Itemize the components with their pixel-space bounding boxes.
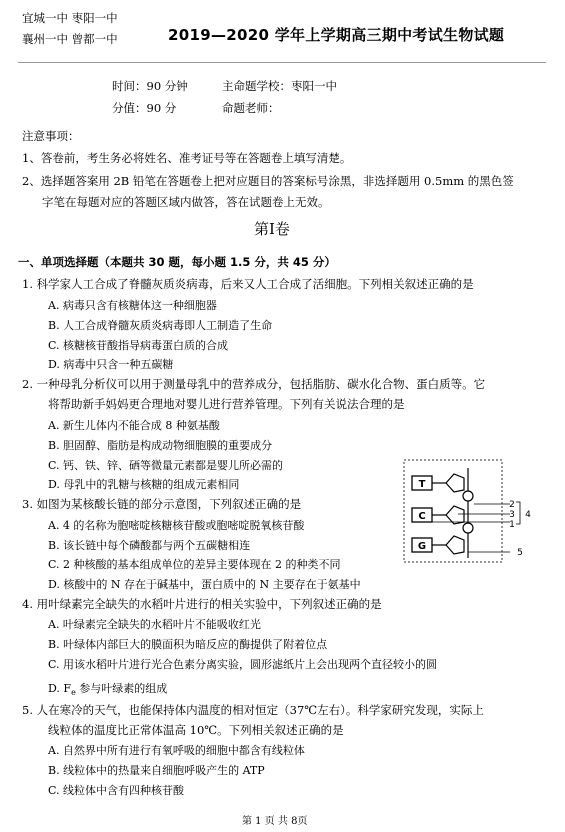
exam-author: 命题老师： bbox=[222, 101, 280, 115]
phosphate-2 bbox=[463, 523, 473, 533]
question-4-option-a: A. 叶绿素完全缺失的水稻叶片不能吸收红光 bbox=[48, 618, 261, 631]
volume-heading: 第Ⅰ卷 bbox=[254, 220, 290, 238]
bracket-4 bbox=[516, 502, 520, 524]
pentose-3 bbox=[446, 536, 464, 554]
base-label-g: G bbox=[417, 541, 427, 552]
question-4-stem: 4. 用叶绿素完全缺失的水稻叶片进行的相关实验中，下列叙述正确的是 bbox=[22, 597, 382, 611]
question-4-option-c: C. 用该水稻叶片进行光合色素分离实验，圆形滤纸片上会出现两个直径较小的圆 bbox=[48, 658, 438, 671]
base-label-t: T bbox=[418, 479, 426, 490]
question-4-option-d-suffix: 参与叶绿素的组成 bbox=[75, 682, 168, 695]
school-names-line1: 宜城一中 枣阳一中 bbox=[22, 11, 118, 25]
question-5-option-b: B. 线粒体中的热量来自细胞呼吸产生的 ATP bbox=[48, 764, 265, 777]
header-rule bbox=[18, 62, 546, 63]
question-2-option-a: A. 新生儿体内不能合成 8 种氨基酸 bbox=[48, 419, 220, 432]
question-5-stem-line1: 5. 人在寒冷的天气，也能保持体内温度的相对恒定（37℃左右）。科学家研究发现，实际上 bbox=[22, 703, 484, 717]
question-3-stem: 3. 如图为某核酸长链的部分示意图，下列叙述正确的是 bbox=[22, 497, 302, 511]
question-4-option-d-prefix: D. F bbox=[48, 682, 72, 695]
note-item-2-line2: 字笔在每题对应的答题区域内做答，答在试题卷上无效。 bbox=[42, 195, 330, 209]
question-2-option-b: B. 胆固醇、脂肪是构成动物细胞膜的重要成分 bbox=[48, 439, 273, 452]
pentose-1 bbox=[446, 474, 464, 492]
question-5-option-a: A. 自然界中所有进行有氧呼吸的细胞中都含有线粒体 bbox=[48, 744, 305, 757]
question-3-option-a: A. 4 的名称为胞嘧啶核糖核苷酸或胞嘧啶脱氧核苷酸 bbox=[48, 519, 305, 532]
question-2-stem-line1: 2. 一种母乳分析仪可以用于测量母乳中的营养成分，包括脂肪、碳水化合物、蛋白质等。它 bbox=[22, 377, 486, 391]
figure-label-4: 4 bbox=[525, 510, 531, 520]
total-score: 分值：90 分 bbox=[112, 101, 177, 115]
question-5-option-c: C. 线粒体中含有四种核苷酸 bbox=[48, 784, 185, 797]
question-1-option-c: C. 核糖核苷酸指导病毒蛋白质的合成 bbox=[48, 339, 229, 352]
base-label-c: C bbox=[418, 511, 426, 522]
note-item-1: 1、答卷前，考生务必将姓名、准考证号等在答题卷上填写清楚。 bbox=[22, 151, 352, 165]
school-names-line2: 襄州一中 曾都一中 bbox=[22, 32, 118, 46]
question-1-option-b: B. 人工合成脊髓灰质炎病毒即人工制造了生命 bbox=[48, 319, 273, 332]
figure-label-1: 1 bbox=[509, 520, 515, 530]
question-4-option-d-subscript: e bbox=[71, 688, 76, 698]
phosphate-1 bbox=[463, 491, 473, 501]
page-footer: 第 1 页 共 8页 bbox=[242, 816, 308, 827]
notes-heading: 注意事项： bbox=[22, 129, 80, 143]
question-2-stem-line2: 将帮助新手妈妈更合理地对婴儿进行营养管理。下列有关说法合理的是 bbox=[48, 397, 405, 411]
question-3-option-c: C. 2 种核酸的基本组成单位的差异主要体现在 2 的种类不同 bbox=[48, 558, 341, 571]
exam-title: 2019—2020 学年上学期高三期中考试生物试题 bbox=[168, 26, 505, 44]
exam-time: 时间：90 分钟 bbox=[112, 79, 188, 93]
figure-label-2: 2 bbox=[509, 500, 515, 510]
section-heading: 一、单项选择题（本题共 30 题，每小题 1.5 分，共 45 分） bbox=[18, 255, 336, 269]
question-2-option-d: D. 母乳中的乳糖与核糖的组成元素相同 bbox=[48, 478, 240, 491]
question-5-stem-line2: 线粒体的温度比正常体温高 10℃。下列相关叙述正确的是 bbox=[48, 723, 344, 737]
figure-label-3: 3 bbox=[509, 510, 515, 520]
question-4-option-b: B. 叶绿体内部巨大的膜面积为暗反应的酶提供了附着位点 bbox=[48, 638, 328, 651]
pentose-2 bbox=[446, 506, 464, 524]
figure-label-5: 5 bbox=[517, 548, 523, 558]
question-1-option-d: D. 病毒中只含一种五碳糖 bbox=[48, 358, 174, 371]
note-item-2-line1: 2、选择题答案用 2B 铅笔在答题卷上把对应题目的答案标号涂黑，非选择题用 0.5mm 的黑色签 bbox=[22, 174, 514, 188]
host-school: 主命题学校：枣阳一中 bbox=[222, 79, 337, 93]
question-1-stem: 1. 科学家人工合成了脊髓灰质炎病毒，后来又人工合成了活细胞。下列相关叙述正确的是 bbox=[22, 277, 474, 291]
question-1-option-a: A. 病毒只含有核糖体这一种细胞器 bbox=[48, 299, 217, 312]
question-2-option-c: C. 钙、铁、锌、硒等微量元素都是婴儿所必需的 bbox=[48, 459, 284, 472]
question-3-option-b: B. 该长链中每个磷酸都与两个五碳糖相连 bbox=[48, 539, 251, 552]
question-3-option-d: D. 核酸中的 N 存在于碱基中，蛋白质中的 N 主要存在于氨基中 bbox=[48, 578, 361, 591]
nucleic-acid-figure bbox=[402, 458, 552, 570]
question-4-option-d bbox=[48, 680, 167, 697]
